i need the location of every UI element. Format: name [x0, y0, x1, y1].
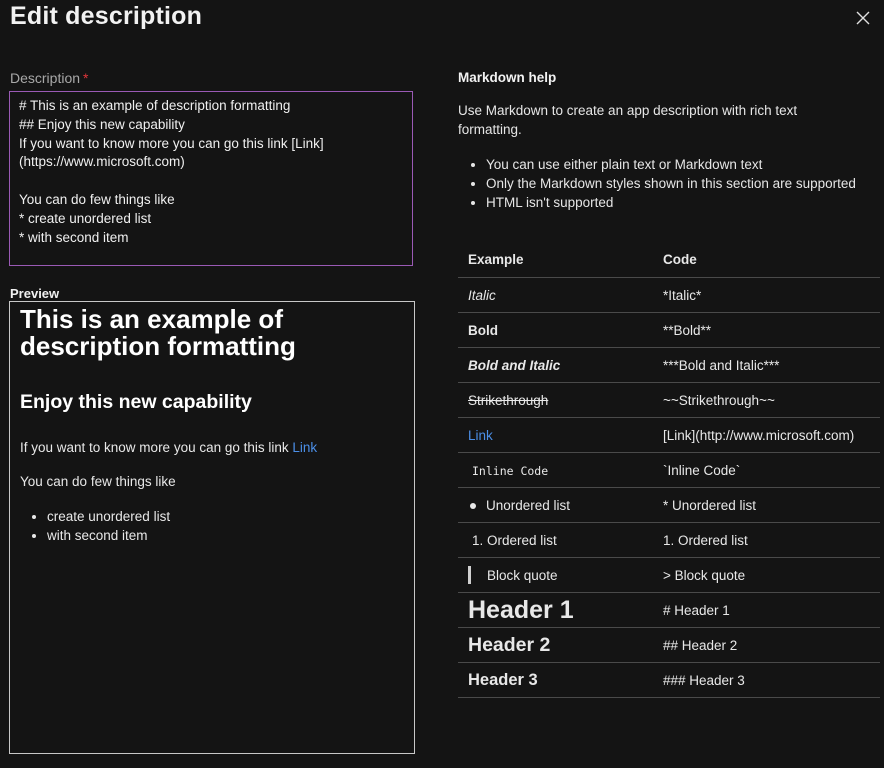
bullet-icon	[470, 503, 476, 509]
description-line: * with second item	[19, 229, 129, 245]
required-marker: *	[83, 70, 89, 86]
markdown-help-intro: Use Markdown to create an app description with rich text formatting.	[458, 103, 798, 137]
help-bullet: • You can use either plain text or Markdown text	[486, 155, 856, 174]
preview-link-sentence: If you want to know more you can go this link	[20, 440, 293, 455]
table-row	[458, 593, 880, 628]
list-item: • with second item	[47, 526, 404, 545]
markdown-reference-table	[458, 241, 880, 698]
code-bold: **Bold**	[663, 322, 712, 338]
preview-heading-1: This is an example of description formatting	[20, 304, 296, 361]
example-link[interactable]: Link	[468, 427, 493, 443]
table-row	[458, 558, 880, 593]
preview-link[interactable]: Link	[292, 440, 318, 455]
code-unordered-list: * Unordered list	[663, 497, 757, 513]
code-inline-code: `Inline Code`	[663, 462, 741, 478]
code-italic: *Italic*	[663, 287, 702, 303]
table-row	[458, 418, 880, 453]
description-line: # This is an example of description formatting	[19, 98, 291, 113]
example-strikethrough: Strikethrough	[468, 392, 549, 408]
code-block-quote: > Block quote	[663, 567, 746, 583]
code-header-2: ## Header 2	[663, 637, 738, 653]
code-header-1: # Header 1	[663, 602, 730, 618]
example-bold-italic: Bold and Italic	[468, 357, 561, 373]
close-icon	[855, 10, 871, 26]
column-header-example: Example	[468, 251, 524, 267]
example-italic: Italic	[468, 287, 496, 303]
table-row	[458, 453, 880, 488]
table-header-row	[458, 241, 880, 278]
table-row	[458, 488, 880, 523]
description-label-text: Description	[10, 70, 81, 86]
code-bold-italic: ***Bold and Italic***	[663, 357, 780, 373]
description-line: (https://www.microsoft.com)	[19, 154, 185, 170]
preview-paragraph	[20, 440, 404, 455]
example-block-quote: Block quote	[487, 567, 558, 583]
table-row	[458, 663, 880, 698]
description-label	[10, 70, 88, 86]
example-unordered-list: Unordered list	[486, 497, 571, 513]
description-line: * create unordered list	[19, 210, 152, 226]
description-line: If you want to know more you can go this link [Link]	[19, 135, 324, 151]
table-row	[458, 523, 880, 558]
table-row	[458, 348, 880, 383]
column-header-code: Code	[663, 251, 697, 267]
table-row	[458, 628, 880, 663]
table-row	[458, 278, 880, 313]
list-item: • create unordered list	[47, 507, 404, 526]
description-line	[19, 172, 403, 191]
example-ordered-list: 1. Ordered list	[472, 532, 557, 548]
table-row	[458, 313, 880, 348]
description-line: You can do few things like	[19, 191, 175, 207]
preview-paragraph-2: You can do few things like	[20, 474, 176, 489]
dialog-title: Edit description	[10, 2, 203, 30]
code-strikethrough: ~~Strikethrough~~	[663, 392, 775, 408]
markdown-help-bullets	[458, 155, 856, 212]
preview-pane	[9, 301, 415, 754]
preview-heading-2: Enjoy this new capability	[20, 391, 252, 413]
code-link: [Link](http://www.microsoft.com)	[663, 427, 855, 443]
help-bullet: • HTML isn't supported	[486, 193, 856, 212]
close-button[interactable]	[851, 6, 875, 30]
example-header-3: Header 3	[468, 670, 538, 689]
code-ordered-list: 1. Ordered list	[663, 532, 748, 548]
example-header-2: Header 2	[468, 633, 551, 656]
preview-unordered-list	[20, 507, 404, 545]
code-header-3: ### Header 3	[663, 672, 745, 688]
description-line: ## Enjoy this new capability	[19, 116, 185, 132]
example-header-1: Header 1	[468, 595, 574, 624]
table-row	[458, 383, 880, 418]
example-inline-code: Inline Code	[472, 463, 549, 478]
help-bullet: • Only the Markdown styles shown in this section are supported	[486, 174, 856, 193]
preview-label: Preview	[10, 286, 60, 301]
markdown-help-title: Markdown help	[458, 70, 557, 85]
description-textarea[interactable]	[9, 91, 413, 266]
quote-bar-icon	[468, 566, 471, 584]
example-bold: Bold	[468, 322, 498, 338]
